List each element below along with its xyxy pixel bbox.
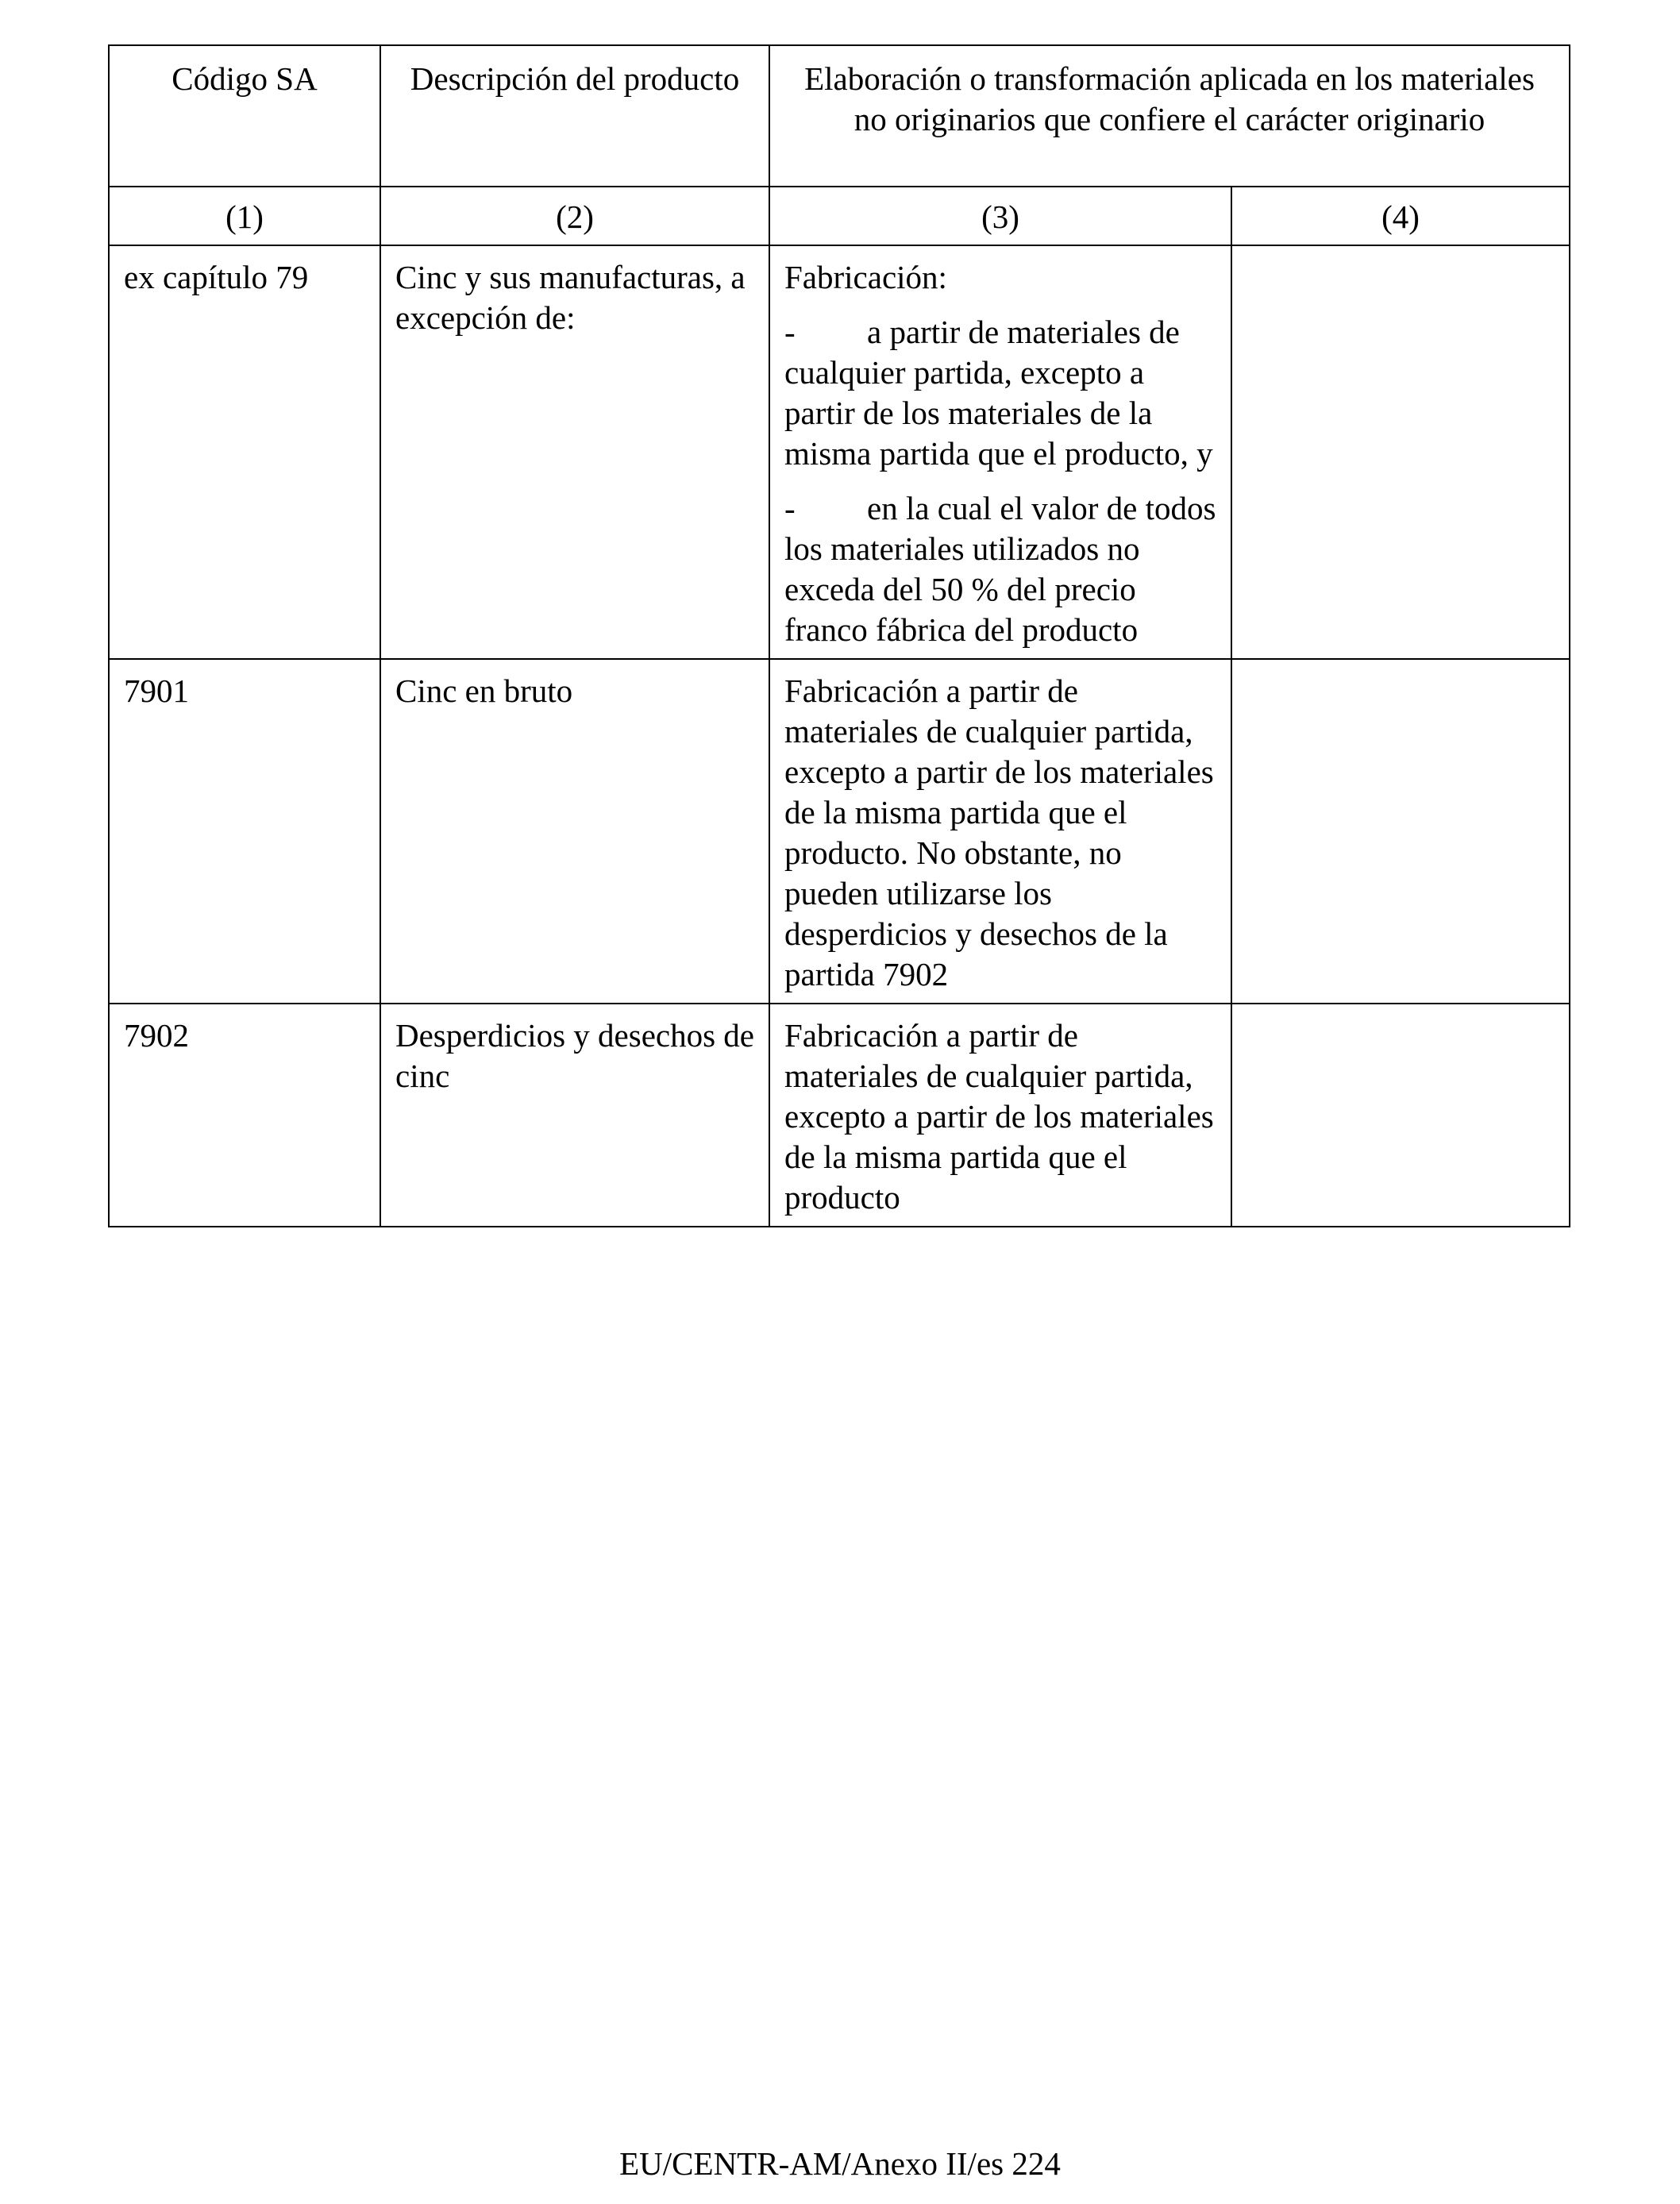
processing-cell xyxy=(769,245,1231,659)
dash-bullet: - xyxy=(784,314,796,350)
column-number-3: (3) xyxy=(769,187,1231,245)
hs-code-cell: 7902 xyxy=(109,1004,380,1227)
table-row xyxy=(109,1004,1570,1227)
column-4-cell xyxy=(1231,1004,1570,1227)
page-footer-reference: EU/CENTR-AM/Anexo II/es 224 xyxy=(619,2145,1061,2182)
description-cell: Cinc y sus manufacturas, a excepción de: xyxy=(380,245,769,659)
processing-item-text: a partir de materiales de cualquier partida, excepto a partir de los materiales de la misma partida que el producto, y xyxy=(784,314,1213,472)
processing-cell: Fabricación a partir de materiales de cualquier partida, excepto a partir de los materiales de la misma partida que el producto. No obstante, no pueden utilizarse los desperdicios y desechos de la partida 7902 xyxy=(769,659,1231,1004)
processing-item-text: en la cual el valor de todos los materiales utilizados no exceda del 50 % del precio franco fábrica del producto xyxy=(784,490,1216,648)
hs-code-cell: ex capítulo 79 xyxy=(109,245,380,659)
header-processing: Elaboración o transformación aplicada en los materiales no originarios que confiere el carácter originario xyxy=(769,45,1570,187)
header-hs-code: Código SA xyxy=(109,45,380,187)
processing-item xyxy=(784,312,1216,474)
column-number-2: (2) xyxy=(380,187,769,245)
table-row xyxy=(109,245,1570,659)
processing-cell: Fabricación a partir de materiales de cualquier partida, excepto a partir de los materiales de la misma partida que el producto xyxy=(769,1004,1231,1227)
column-number-row xyxy=(109,187,1570,245)
description-cell: Desperdicios y desechos de cinc xyxy=(380,1004,769,1227)
header-product-description: Descripción del producto xyxy=(380,45,769,187)
description-cell: Cinc en bruto xyxy=(380,659,769,1004)
column-number-4: (4) xyxy=(1231,187,1570,245)
processing-item xyxy=(784,488,1216,650)
hs-code-cell: 7901 xyxy=(109,659,380,1004)
processing-intro: Fabricación: xyxy=(784,259,947,295)
dash-bullet: - xyxy=(784,490,796,526)
table-row xyxy=(109,659,1570,1004)
column-number-1: (1) xyxy=(109,187,380,245)
origin-rules-table xyxy=(108,44,1570,1227)
header-row xyxy=(109,45,1570,187)
column-4-cell xyxy=(1231,245,1570,659)
column-4-cell xyxy=(1231,659,1570,1004)
